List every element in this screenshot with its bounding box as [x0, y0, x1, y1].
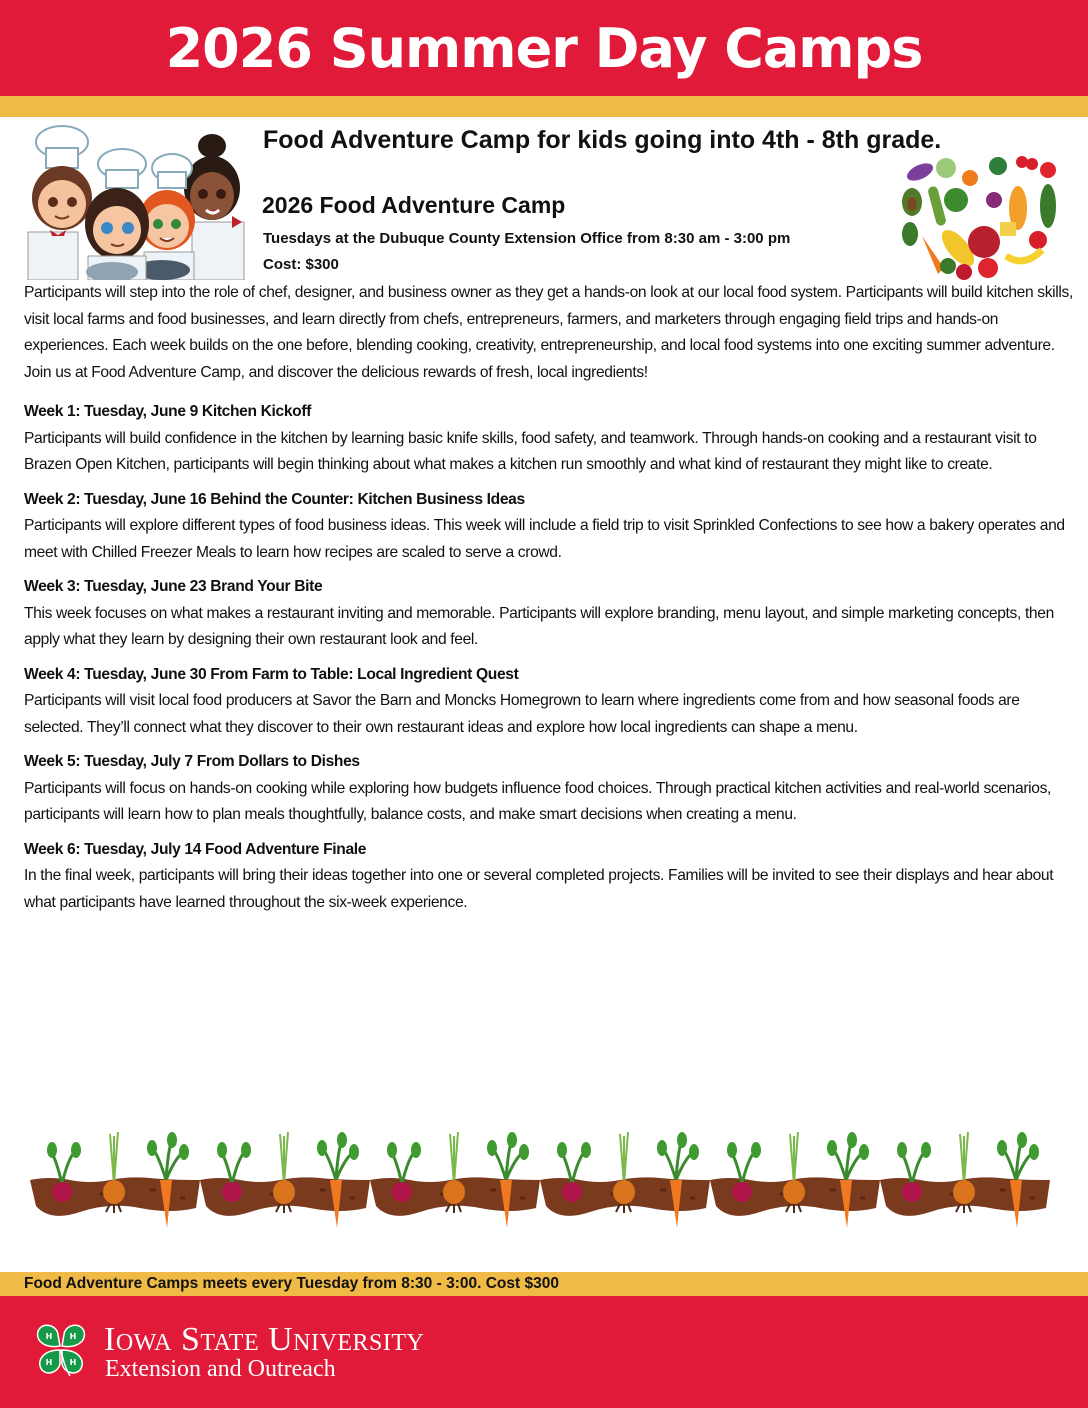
intro-paragraph: Participants will step into the role of chef, designer, and business owner as they get a hands-on look at our local food system. Participants will build kitchen skills, visit local farms and food businesses, and learn directly from chefs, entrepreneurs, farmers, and marketers through engaging field trips and hands-on experiences. Each week builds on the one before, blending cooking, creativity, entrepreneurship, and local food systems into one exciting summer adventure. Join us at Food Adventure Camp, and discover the delicious rewards of fresh, local ingredients! [24, 284, 1073, 381]
week-description: Participants will explore different types of food business ideas. This week will include a field trip to visit Sprinkled Confections to see how a bakery operates and meet with Chilled Freezer Meals to learn how recipes are scaled to serve a crowd. [24, 517, 1065, 561]
university-subtitle: Extension and Outreach [105, 1356, 336, 1382]
week-description: This week focuses on what makes a restaurant inviting and memorable. Participants will explore branding, menu layout, and simple marketing concepts, then apply what they learn by designing their own restaurant look and feel. [24, 604, 1054, 648]
week-heading: Week 3: Tuesday, June 23 Brand Your Bite [24, 578, 323, 595]
svg-text:H: H [69, 1332, 77, 1341]
week-section [24, 749, 1074, 829]
hero-title: Food Adventure Camp for kids going into 4th - 8th grade. [263, 126, 942, 154]
svg-text:H: H [69, 1358, 77, 1367]
week-heading: Week 1: Tuesday, June 9 Kitchen Kickoff [24, 403, 312, 420]
camp-schedule: Tuesdays at the Dubuque County Extension Office from 8:30 am - 3:00 pm [263, 230, 791, 247]
4h-clover-icon [34, 1320, 88, 1378]
week-description: In the final week, participants will bring their ideas together into one or several completed projects. Families will be invited to see their displays and hear about what participants have learned throughout the six-week experience. [24, 867, 1054, 911]
footer [0, 1296, 1088, 1408]
week-description: Participants will visit local food producers at Savor the Barn and Moncks Homegrown to learn where ingredients come from and how seasonal foods are selected. They’ll connect what they discover to their own restaurant ideas and explore how local ingredients can shape a menu. [24, 692, 1020, 736]
week-description: Participants will build confidence in the kitchen by learning basic knife skills, food safety, and teamwork. Through hands-on cooking and a restaurant visit to Brazen Open Kitchen, participants will begin thinking about what makes a kitchen run smoothly and what kind of restaurant they might like to create. [24, 429, 1037, 473]
week-heading: Week 5: Tuesday, July 7 From Dollars to Dishes [24, 753, 360, 770]
veg-tile [710, 1132, 880, 1228]
camp-title: 2026 Food Adventure Camp [262, 192, 566, 218]
week-heading: Week 6: Tuesday, July 14 Food Adventure Finale [24, 840, 367, 858]
vegetable-garden-border [30, 1128, 1056, 1228]
veg-tile [880, 1132, 1050, 1228]
week-section [24, 662, 1074, 742]
week-section [24, 487, 1074, 567]
veg-tile [30, 1132, 200, 1228]
svg-text:H: H [45, 1358, 53, 1367]
week-description: Participants will focus on hands-on cooking while exploring how budgets influence food choices. Through practical kitchen activities and real-world scenarios, participants will learn how to plan meals thoughtfully, balance costs, and make smart decisions when creating a menu. [24, 779, 1052, 823]
university-name: Iowa State University [104, 1321, 425, 1358]
top-banner [0, 0, 1088, 96]
page-title: 2026 Summer Day Camps [165, 16, 923, 80]
week-section [24, 837, 1074, 917]
veg-tile [370, 1132, 540, 1228]
svg-text:H: H [45, 1332, 53, 1341]
week-heading: Week 4: Tuesday, June 30 From Farm to Table: Local Ingredient Quest [24, 665, 519, 683]
week-section [24, 399, 1074, 479]
week-heading: Week 2: Tuesday, June 16 Behind the Counter: Kitchen Business Ideas [24, 490, 525, 508]
veg-tile [540, 1132, 710, 1228]
chef-kids-illustration [22, 120, 260, 280]
veg-tile [200, 1132, 370, 1228]
vegetable-heart-illustration [898, 150, 1064, 280]
summary-text: Food Adventure Camps meets every Tuesday from 8:30 - 3:00. Cost $300 [24, 1275, 559, 1292]
chef-kid-1 [28, 126, 92, 280]
week-section [24, 574, 1074, 654]
camp-cost: Cost: $300 [263, 256, 339, 273]
chef-kid-2 [85, 149, 149, 280]
summary-bar [0, 1272, 1088, 1296]
gold-divider [0, 96, 1088, 117]
main-content [24, 280, 1074, 924]
